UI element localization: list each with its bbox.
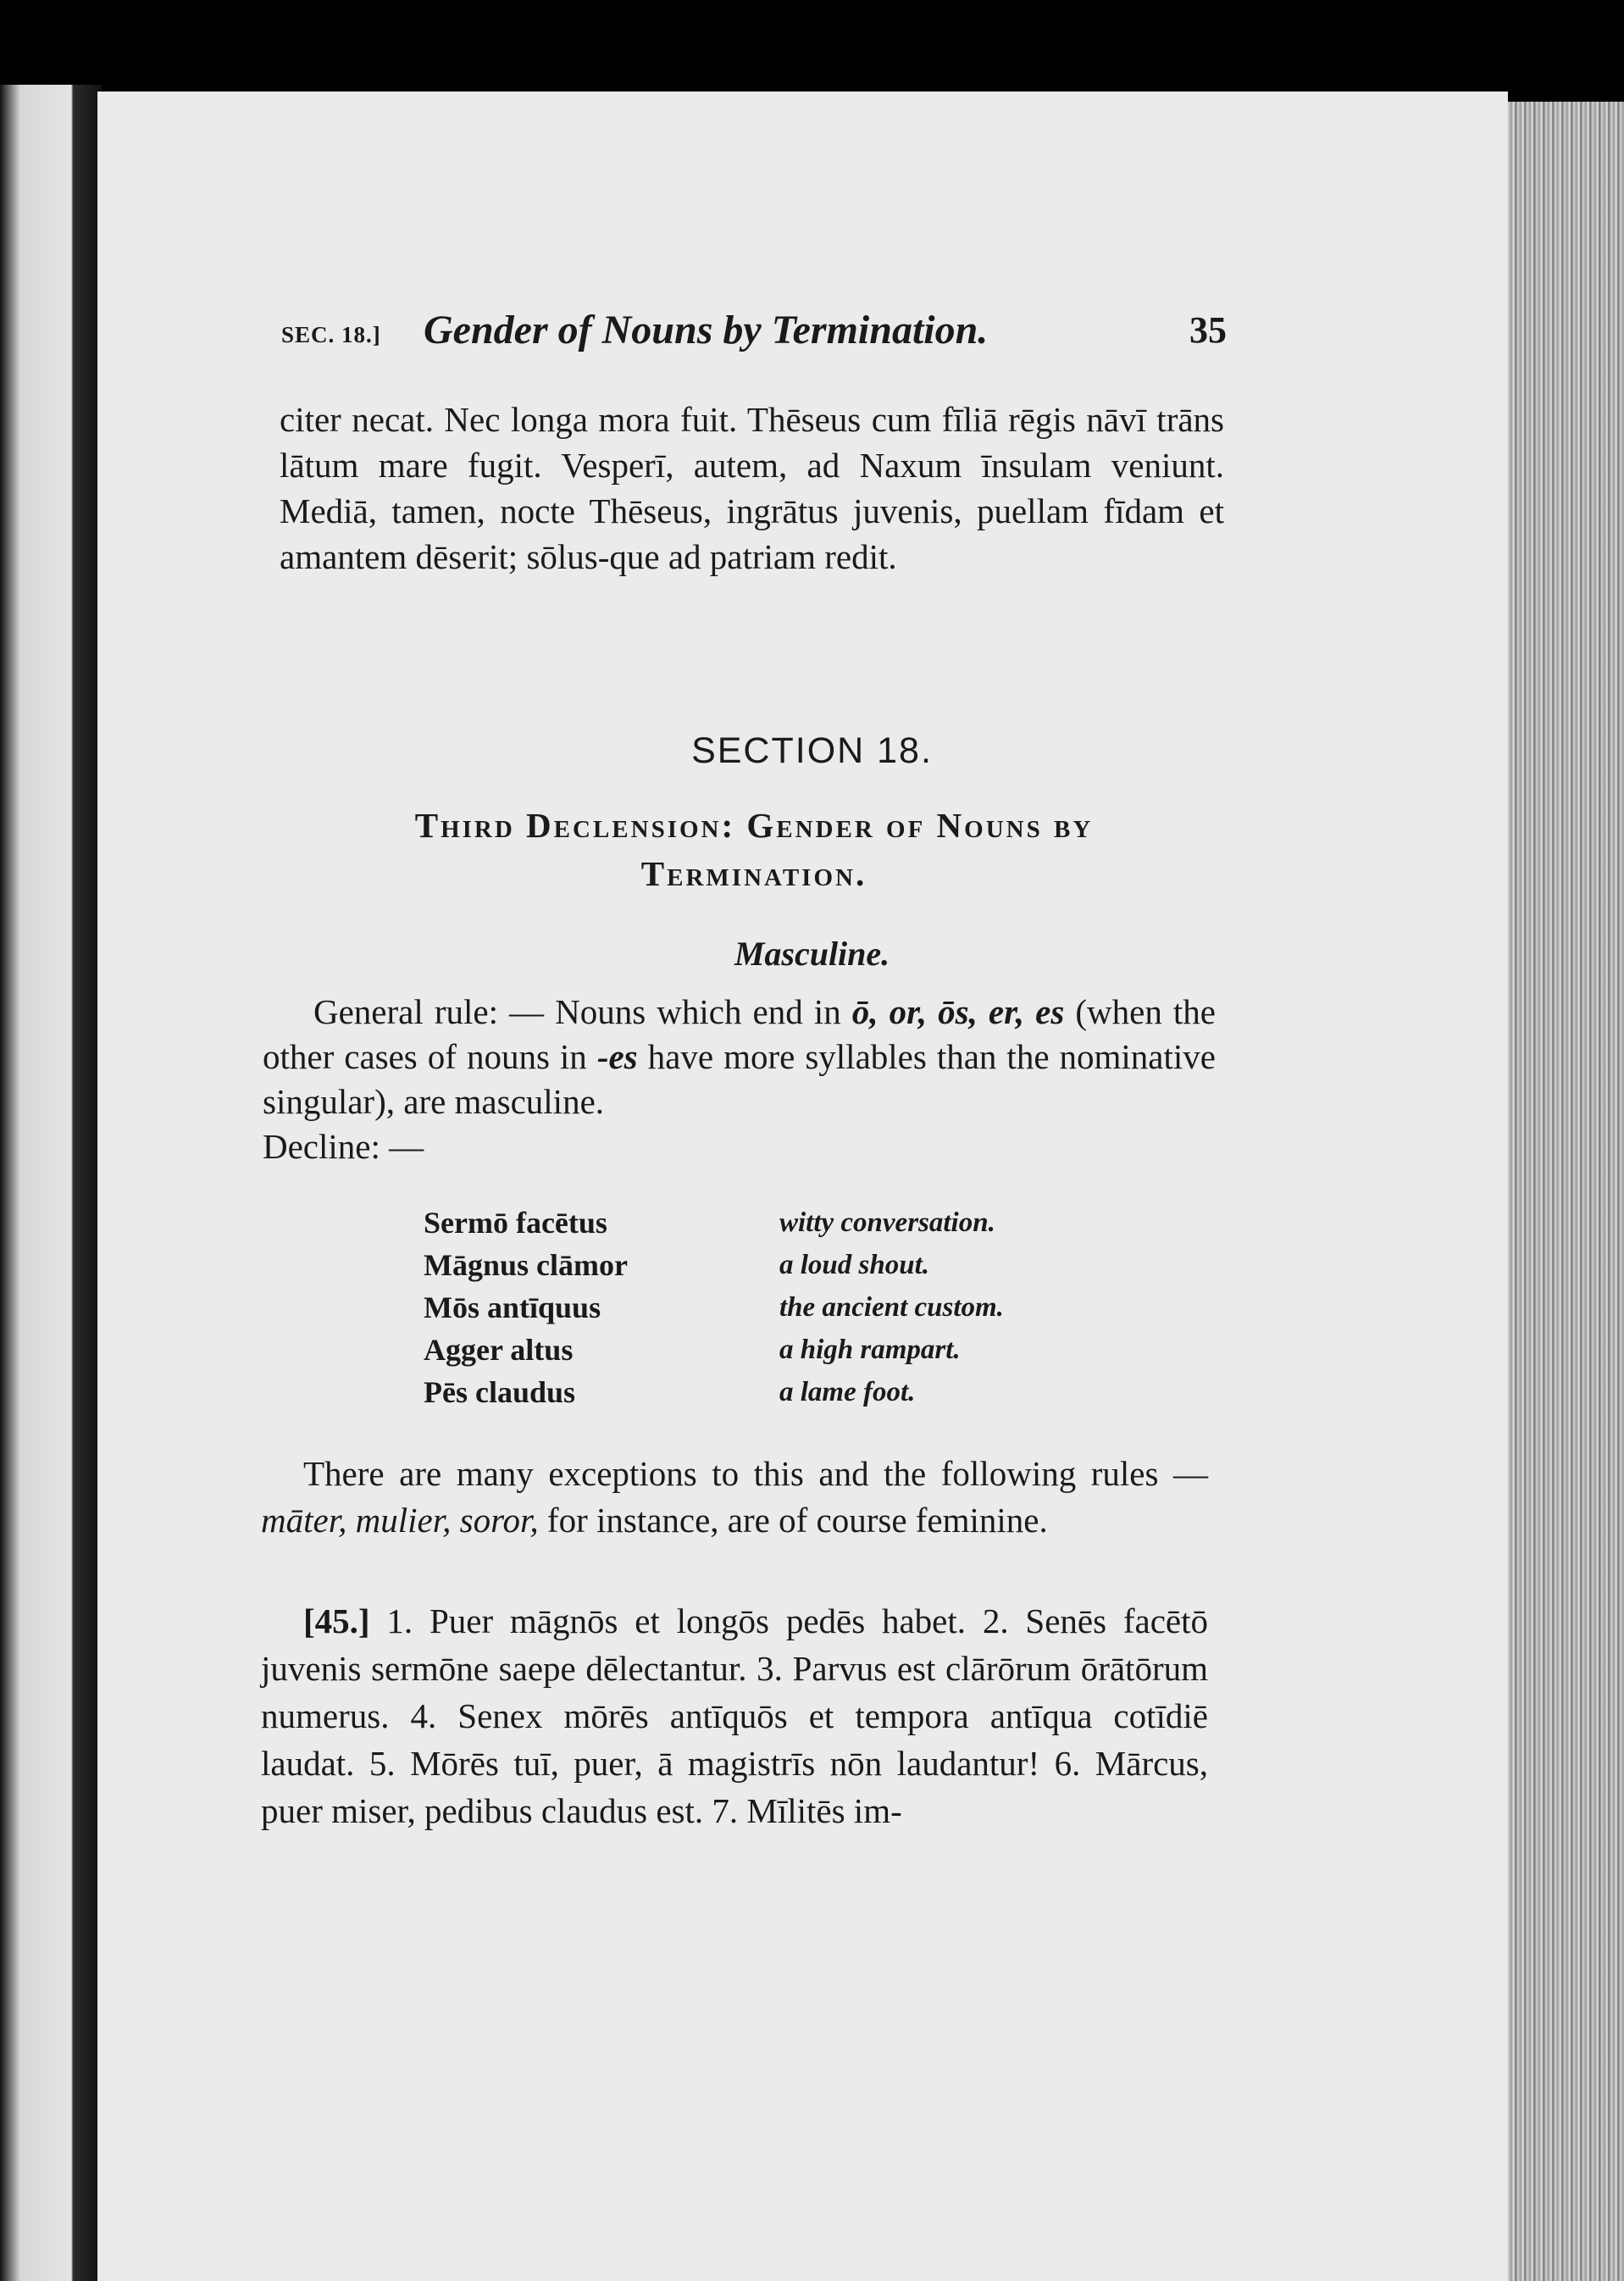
vocab-latin: Sermō facētus bbox=[424, 1206, 607, 1240]
vocab-english: a lame foot. bbox=[779, 1377, 916, 1407]
vocab-latin: Agger altus bbox=[424, 1333, 574, 1367]
vocab-row bbox=[424, 1371, 1101, 1413]
rule-rest: have more syllables than the nominative singular), are masculine. bbox=[263, 1037, 1216, 1121]
declension-heading-line1: Third Declension: Gender of Nouns by bbox=[414, 806, 1094, 845]
subheading-masculine: Masculine. bbox=[734, 935, 890, 973]
rule-endings: ō, or, ōs, er, es bbox=[851, 992, 1065, 1031]
vocab-english: witty conversation. bbox=[779, 1207, 995, 1238]
declension-heading bbox=[330, 802, 1178, 898]
running-head-section: SEC. 18.] bbox=[281, 322, 381, 347]
vocab-latin: Mōs antīquus bbox=[424, 1290, 601, 1324]
rule-mid: (when the other cases of nouns in bbox=[263, 992, 1216, 1076]
exceptions-lead: There are many exceptions to this and the following rules — bbox=[303, 1454, 1208, 1493]
running-head bbox=[281, 307, 1227, 366]
vocab-english: the ancient custom. bbox=[779, 1292, 1004, 1323]
exceptions-paragraph bbox=[261, 1451, 1208, 1544]
general-rule-paragraph bbox=[263, 990, 1216, 1169]
section-heading: SECTION 18. bbox=[691, 730, 933, 771]
rule-es-ending: -es bbox=[596, 1037, 638, 1076]
vocabulary-list bbox=[424, 1202, 1101, 1413]
carryover-paragraph: citer necat. Nec longa mora fuit. Thēseus cum fīliā rēgis nāvī trāns lātum mare fugit. Vesperī, autem, ad Naxum īnsulam veniunt. Mediā, tamen, nocte Thēseus, ingrātus juvenis, puellam fīdam et amantem dēserit; sōlus-que ad patriam redit. bbox=[280, 400, 1224, 576]
vocab-row bbox=[424, 1244, 1101, 1286]
vocab-row bbox=[424, 1329, 1101, 1371]
page-number: 35 bbox=[1189, 309, 1227, 351]
exercise-text: 1. Puer māgnōs et longōs pedēs habet. 2. Senēs facētō juvenis sermōne saepe dēlectantur. 3. Parvus est clārōrum ōrātōrum numerus. 4. Senex mōrēs antīquōs et tempora antīqua cotīdiē laudat. 5. Mōrēs tuī, puer, ā magistrīs nōn laudantur! 6. Mārcus, puer miser, pedibus claudus est. 7. Mīlitēs im- bbox=[261, 1601, 1208, 1830]
vocab-row bbox=[424, 1202, 1101, 1244]
vocab-latin: Pēs claudus bbox=[424, 1375, 576, 1409]
exceptions-rest: for instance, are of course feminine. bbox=[538, 1501, 1048, 1540]
vocab-english: a high rampart. bbox=[779, 1335, 961, 1365]
exercise-number: [45.] bbox=[303, 1601, 370, 1640]
decline-label: Decline: — bbox=[263, 1127, 424, 1166]
rule-lead: General rule: — Nouns which end in bbox=[313, 992, 852, 1031]
declension-heading-line2: Termination. bbox=[640, 854, 867, 893]
vocab-latin: Māgnus clāmor bbox=[424, 1248, 628, 1282]
running-head-title: Gender of Nouns by Termination. bbox=[424, 308, 989, 352]
exceptions-examples: māter, mulier, soror, bbox=[261, 1501, 539, 1540]
exercise-paragraph bbox=[261, 1597, 1208, 1834]
vocab-english: a loud shout. bbox=[779, 1250, 929, 1280]
vocab-row bbox=[424, 1286, 1101, 1329]
